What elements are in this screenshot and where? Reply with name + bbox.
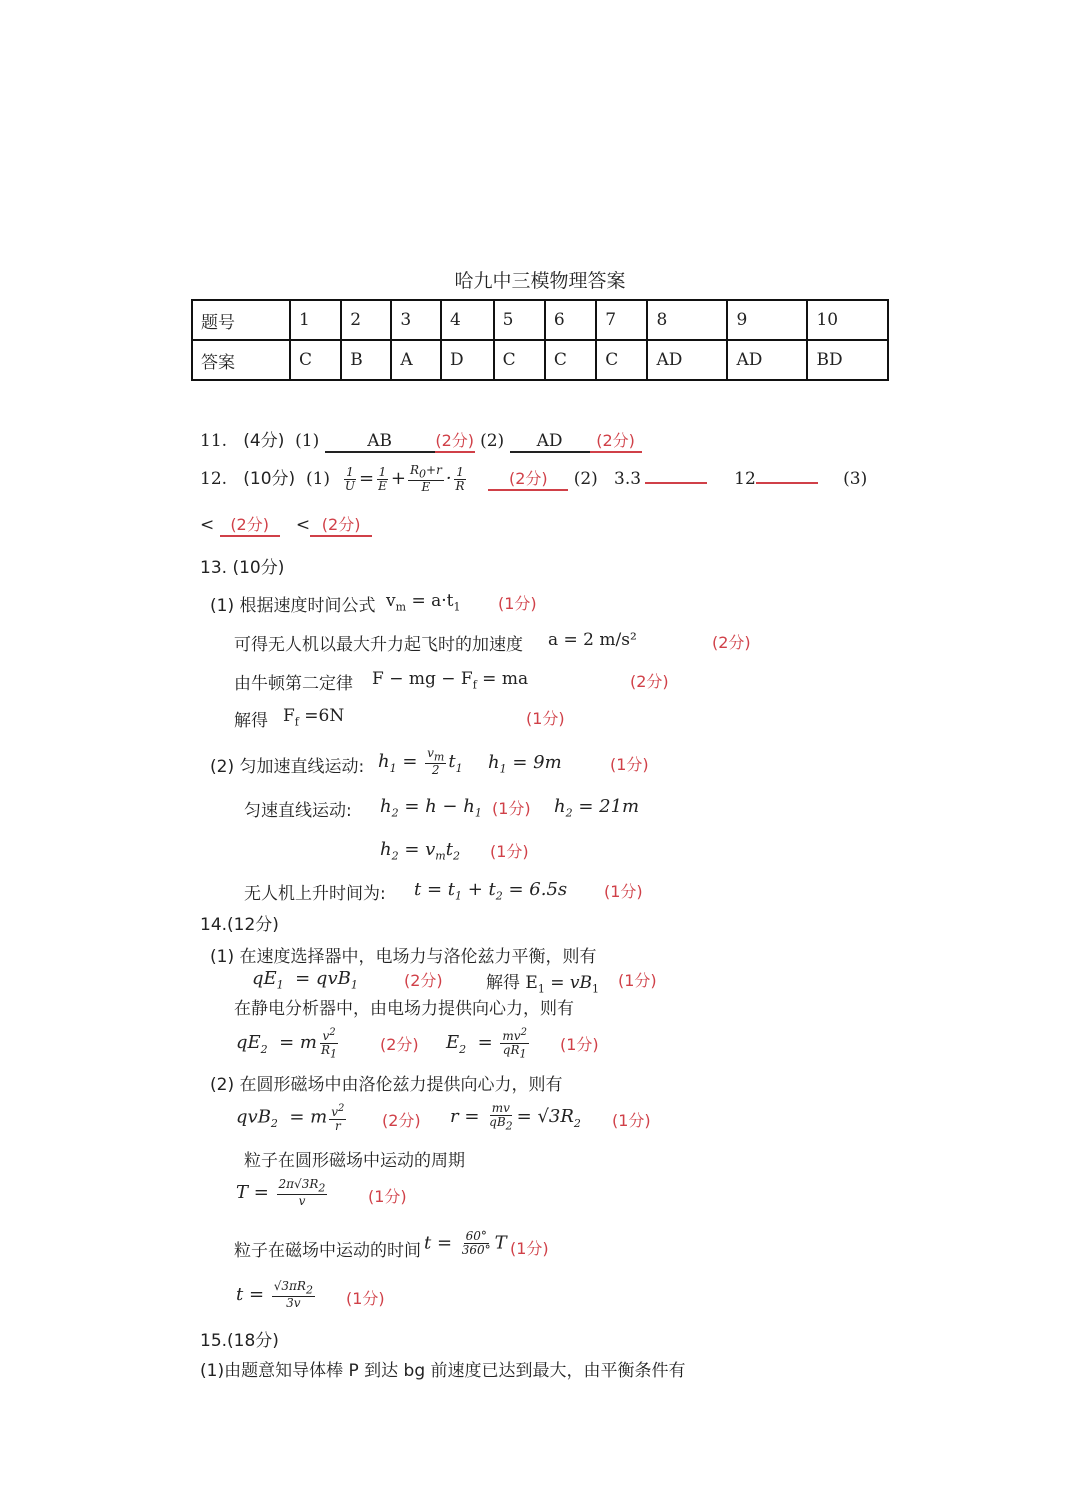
q13-line8-text: 无人机上升时间为: — [244, 884, 386, 904]
q13-line2-text: 可得无人机以最大升力起飞时的加速度 — [234, 635, 523, 655]
q12-part1: (1) — [305, 469, 331, 490]
q12-value2: 12 — [734, 469, 756, 490]
q12-blank1 — [645, 482, 707, 484]
q15-heading: 15.(18分) — [200, 1331, 279, 1351]
q14-line4-math2: $E_2$ = $\frac{mv^2}{qR_1}$ — [446, 1027, 527, 1061]
q14-line1-text: (1) 在速度选择器中，电场力与洛伦兹力平衡，则有 — [210, 947, 597, 967]
table-cell: BD — [807, 340, 888, 380]
q14-line9-math: t = $\frac{60^\circ}{360^\circ}$ T — [424, 1229, 507, 1257]
table-cell: 6 — [545, 300, 596, 340]
q13-line6-math2: $h_2 = 21m$ — [554, 796, 640, 820]
q13-line6-points: (1分) — [492, 799, 531, 818]
q14-line6-points2: (1分) — [612, 1111, 651, 1130]
q15-line1-text: (1)由题意知导体棒 P 到达 bg 前速度已达到最大，由平衡条件有 — [200, 1361, 686, 1381]
q14-heading: 14.(12分) — [200, 915, 279, 935]
q13-line5-points: (1分) — [610, 755, 649, 774]
table-cell: 7 — [596, 300, 647, 340]
q12-score1: (2分) — [488, 466, 568, 491]
table-cell: 2 — [341, 300, 391, 340]
table-row-answers — [192, 340, 888, 380]
table-row-numbers — [192, 300, 888, 340]
q13-line7-math: $h_2 = v_mt_2$ — [380, 839, 460, 863]
q11-part1: (1) — [295, 431, 320, 451]
q12-line — [200, 464, 867, 494]
q13-line2-math: a = 2 m/s² — [548, 630, 637, 650]
table-cell: C — [596, 340, 647, 380]
q14-line2-math: $qE_1 = qvB_1$ — [252, 968, 358, 992]
q12-score4: (2分) — [310, 512, 372, 537]
q13-line6-math: $h_2 = h - h_1$ — [380, 796, 482, 820]
q13-line8-points: (1分) — [604, 882, 643, 901]
table-cell: 8 — [647, 300, 727, 340]
q14-line8-points: (1分) — [368, 1187, 407, 1206]
q13-line1-text: (1) 根据速度时间公式 — [210, 596, 376, 616]
q11-part2: (2) — [480, 431, 505, 451]
q12-lt2: < — [295, 515, 311, 535]
q12-lt1: < — [200, 515, 215, 535]
table-cell: D — [441, 340, 494, 380]
q12-value1: 3.3 — [614, 469, 642, 490]
q14-line6-math2: r = $\frac{mv}{qB_2}$ = $√3R_2$ — [450, 1101, 581, 1133]
q13-line6-text: 匀速直线运动: — [244, 801, 352, 821]
table-cell: 9 — [727, 300, 807, 340]
q14-line5-text: (2) 在圆形磁场中由洛伦兹力提供向心力，则有 — [210, 1075, 563, 1095]
q12-score3: (2分) — [220, 512, 280, 537]
q11-line — [200, 426, 642, 453]
q11-score2: (2分) — [590, 428, 642, 453]
q13-line7-points: (1分) — [490, 842, 529, 861]
table-cell: A — [391, 340, 441, 380]
q14-line10-math: t = $\frac{√3\pi R_2}{3v}$ — [236, 1279, 313, 1311]
q13-line5-text: (2) 匀加速直线运动: — [210, 757, 365, 777]
q14-line7-text: 粒子在圆形磁场中运动的周期 — [244, 1151, 465, 1171]
q14-line8-math: T = $\frac{2\pi√3R_2}{v}$ — [236, 1177, 326, 1209]
table-cell: AD — [647, 340, 727, 380]
table-cell: 题号 — [192, 300, 290, 340]
table-cell: C — [545, 340, 596, 380]
table-cell: C — [290, 340, 341, 380]
q12-score: (10分) — [243, 469, 296, 490]
q11-score1: (2分) — [435, 428, 475, 453]
q11-answer2-blank — [510, 431, 590, 453]
q13-line1-math: $v_m = a\cdot t_1$ — [386, 591, 461, 614]
table-cell: 答案 — [192, 340, 290, 380]
q14-line6-math: qvB$_2$ = m $\frac{v^2}{r}$ — [236, 1103, 345, 1133]
q14-line9-points: (1分) — [510, 1239, 549, 1258]
q13-line3-math: F − mg − $F_f$ = ma — [372, 669, 529, 692]
q13-line1-points: (1分) — [498, 594, 537, 613]
q14-line4-math: $qE_2 = m$ $\frac{v^2}{R_1}$ — [236, 1027, 338, 1061]
q13-line3-text: 由牛顿第二定律 — [234, 674, 353, 694]
table-cell: 10 — [807, 300, 888, 340]
q12-label: 12. — [200, 469, 228, 490]
q12-blank2 — [756, 482, 818, 484]
q13-line4-points: (1分) — [526, 709, 565, 728]
q11-label: 11. — [200, 431, 228, 451]
q14-line3-text: 在静电分析器中，由电场力提供向心力，则有 — [234, 999, 574, 1019]
q13-line2-points: (2分) — [712, 633, 751, 652]
table-cell: B — [341, 340, 391, 380]
q11-answer2: AD — [536, 431, 563, 451]
q11-answer1-blank — [325, 431, 435, 453]
q13-line8-math: $t = t_1 + t_2 = 6.5s$ — [414, 879, 568, 903]
q11-answer1: AB — [367, 431, 393, 451]
q12-formula: $\frac{1}{U}$ = $\frac{1}{E}$ + $\frac{R_0+r}{E}$ · $\frac{1}{R}$ — [344, 463, 465, 495]
answer-table — [191, 299, 889, 381]
table-cell: C — [494, 340, 545, 380]
q13-heading: 13. (10分) — [200, 558, 285, 578]
q13-line5-math: $h_1$ = $\frac{v_m}{2}$ $t_1$ — [378, 746, 463, 778]
q12-part3: (3) — [843, 469, 868, 490]
q14-line6-points: (2分) — [382, 1111, 421, 1130]
q14-line9-text: 粒子在磁场中运动的时间 — [234, 1241, 421, 1261]
table-cell: 5 — [494, 300, 545, 340]
q14-line10-points: (1分) — [346, 1289, 385, 1308]
q14-line4-points2: (1分) — [560, 1035, 599, 1054]
page-title: 哈九中三模物理答案 — [454, 270, 626, 292]
table-cell: 4 — [441, 300, 494, 340]
q13-line4-text: 解得 — [234, 711, 268, 731]
table-cell: AD — [727, 340, 807, 380]
q12-part2: (2) — [573, 469, 598, 490]
q13-line4-math: $F_f =6N$ — [283, 706, 345, 729]
q11-score: (4分) — [243, 431, 285, 451]
q14-line2-points2: (1分) — [618, 971, 657, 990]
table-cell: 1 — [290, 300, 341, 340]
q14-line2-points: (2分) — [404, 971, 443, 990]
q14-line2-text: 解得 $E_1 = vB_1$ — [486, 973, 599, 996]
q13-line5-math2: $h_1 = 9m$ — [488, 752, 562, 776]
table-cell: 3 — [391, 300, 441, 340]
q14-line4-points: (2分) — [380, 1035, 419, 1054]
q13-line3-points: (2分) — [630, 672, 669, 691]
q12-line2 — [200, 512, 372, 537]
